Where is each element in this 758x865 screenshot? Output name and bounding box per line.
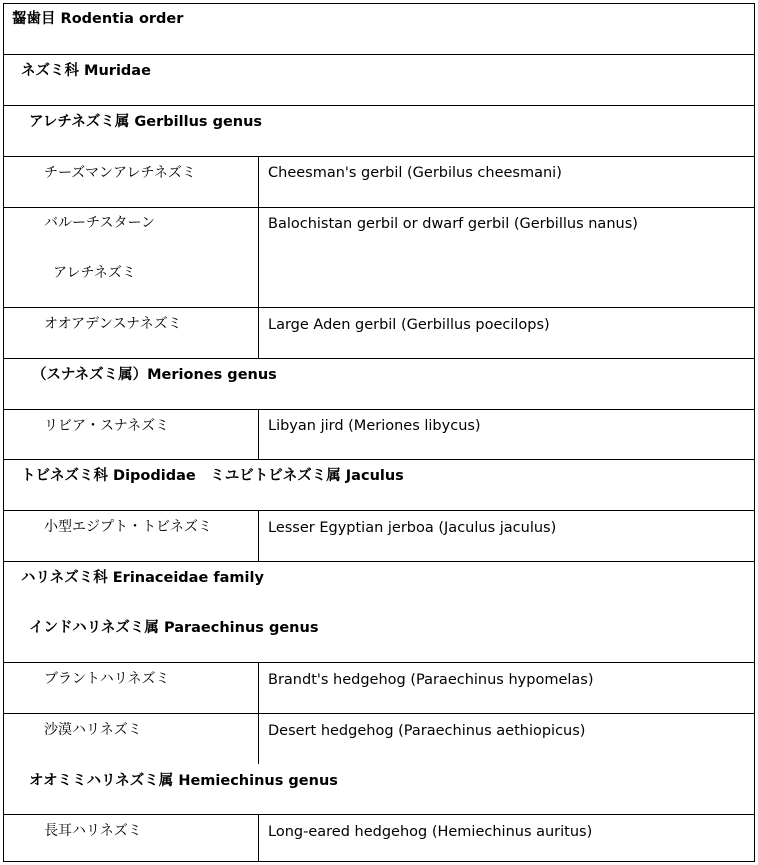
species-row [4, 409, 754, 459]
species-japanese-name: ブラントハリネズミ [44, 671, 170, 687]
species-english-name: Libyan jird (Meriones libycus) [268, 418, 481, 434]
column-divider [258, 156, 259, 358]
species-english-name: Large Aden gerbil (Gerbillus poecilops) [268, 317, 550, 333]
family-heading: ハリネズミ科 Erinaceidae family [21, 570, 264, 586]
species-japanese-name-continued: アレチネズミ [53, 265, 136, 281]
species-japanese-name: 沙漠ハリネズミ [44, 722, 142, 738]
species-row [4, 713, 754, 814]
column-divider [258, 662, 259, 764]
genus-heading: （スナネズミ属）Meriones genus [32, 367, 277, 383]
genus-row [4, 105, 754, 156]
column-divider [258, 814, 259, 861]
order-heading: 齧歯目 Rodentia order [12, 11, 184, 27]
species-japanese-name: リビア・スナネズミ [44, 418, 170, 434]
species-row [4, 662, 754, 713]
family-heading: ネズミ科 Muridae [21, 63, 151, 79]
genus-heading: インドハリネズミ属 Paraechinus genus [29, 620, 319, 636]
species-japanese-name: バルーチスターン [44, 215, 156, 231]
species-row [4, 307, 754, 358]
family-row [4, 561, 754, 662]
species-english-name: Lesser Egyptian jerboa (Jaculus jaculus) [268, 520, 557, 536]
order-row [4, 4, 754, 54]
column-divider [258, 409, 259, 459]
species-row [4, 156, 754, 207]
family-row [4, 54, 754, 105]
genus-heading: アレチネズミ属 Gerbillus genus [29, 114, 263, 130]
species-japanese-name: オオアデンスナネズミ [44, 316, 182, 332]
species-english-name: Long-eared hedgehog (Hemiechinus auritus) [268, 824, 593, 840]
family-row [4, 459, 754, 510]
species-row [4, 510, 754, 561]
species-row [4, 814, 754, 861]
species-japanese-name: チーズマンアレチネズミ [44, 165, 196, 181]
column-divider [258, 510, 259, 561]
genus-heading: オオミミハリネズミ属 Hemiechinus genus [29, 773, 338, 789]
species-row [4, 207, 754, 307]
species-table [3, 3, 755, 862]
species-english-name: Cheesman's gerbil (Gerbilus cheesmani) [268, 165, 562, 181]
species-english-name: Desert hedgehog (Paraechinus aethiopicus) [268, 723, 586, 739]
genus-row [4, 358, 754, 409]
species-english-name: Balochistan gerbil or dwarf gerbil (Gerbillus nanus) [268, 216, 638, 232]
species-japanese-name: 長耳ハリネズミ [44, 823, 142, 839]
family-heading: トビネズミ科 Dipodidae ミユビトビネズミ属 Jaculus [21, 468, 404, 484]
species-english-name: Brandt's hedgehog (Paraechinus hypomelas) [268, 672, 594, 688]
species-japanese-name: 小型エジプト・トビネズミ [44, 519, 212, 535]
